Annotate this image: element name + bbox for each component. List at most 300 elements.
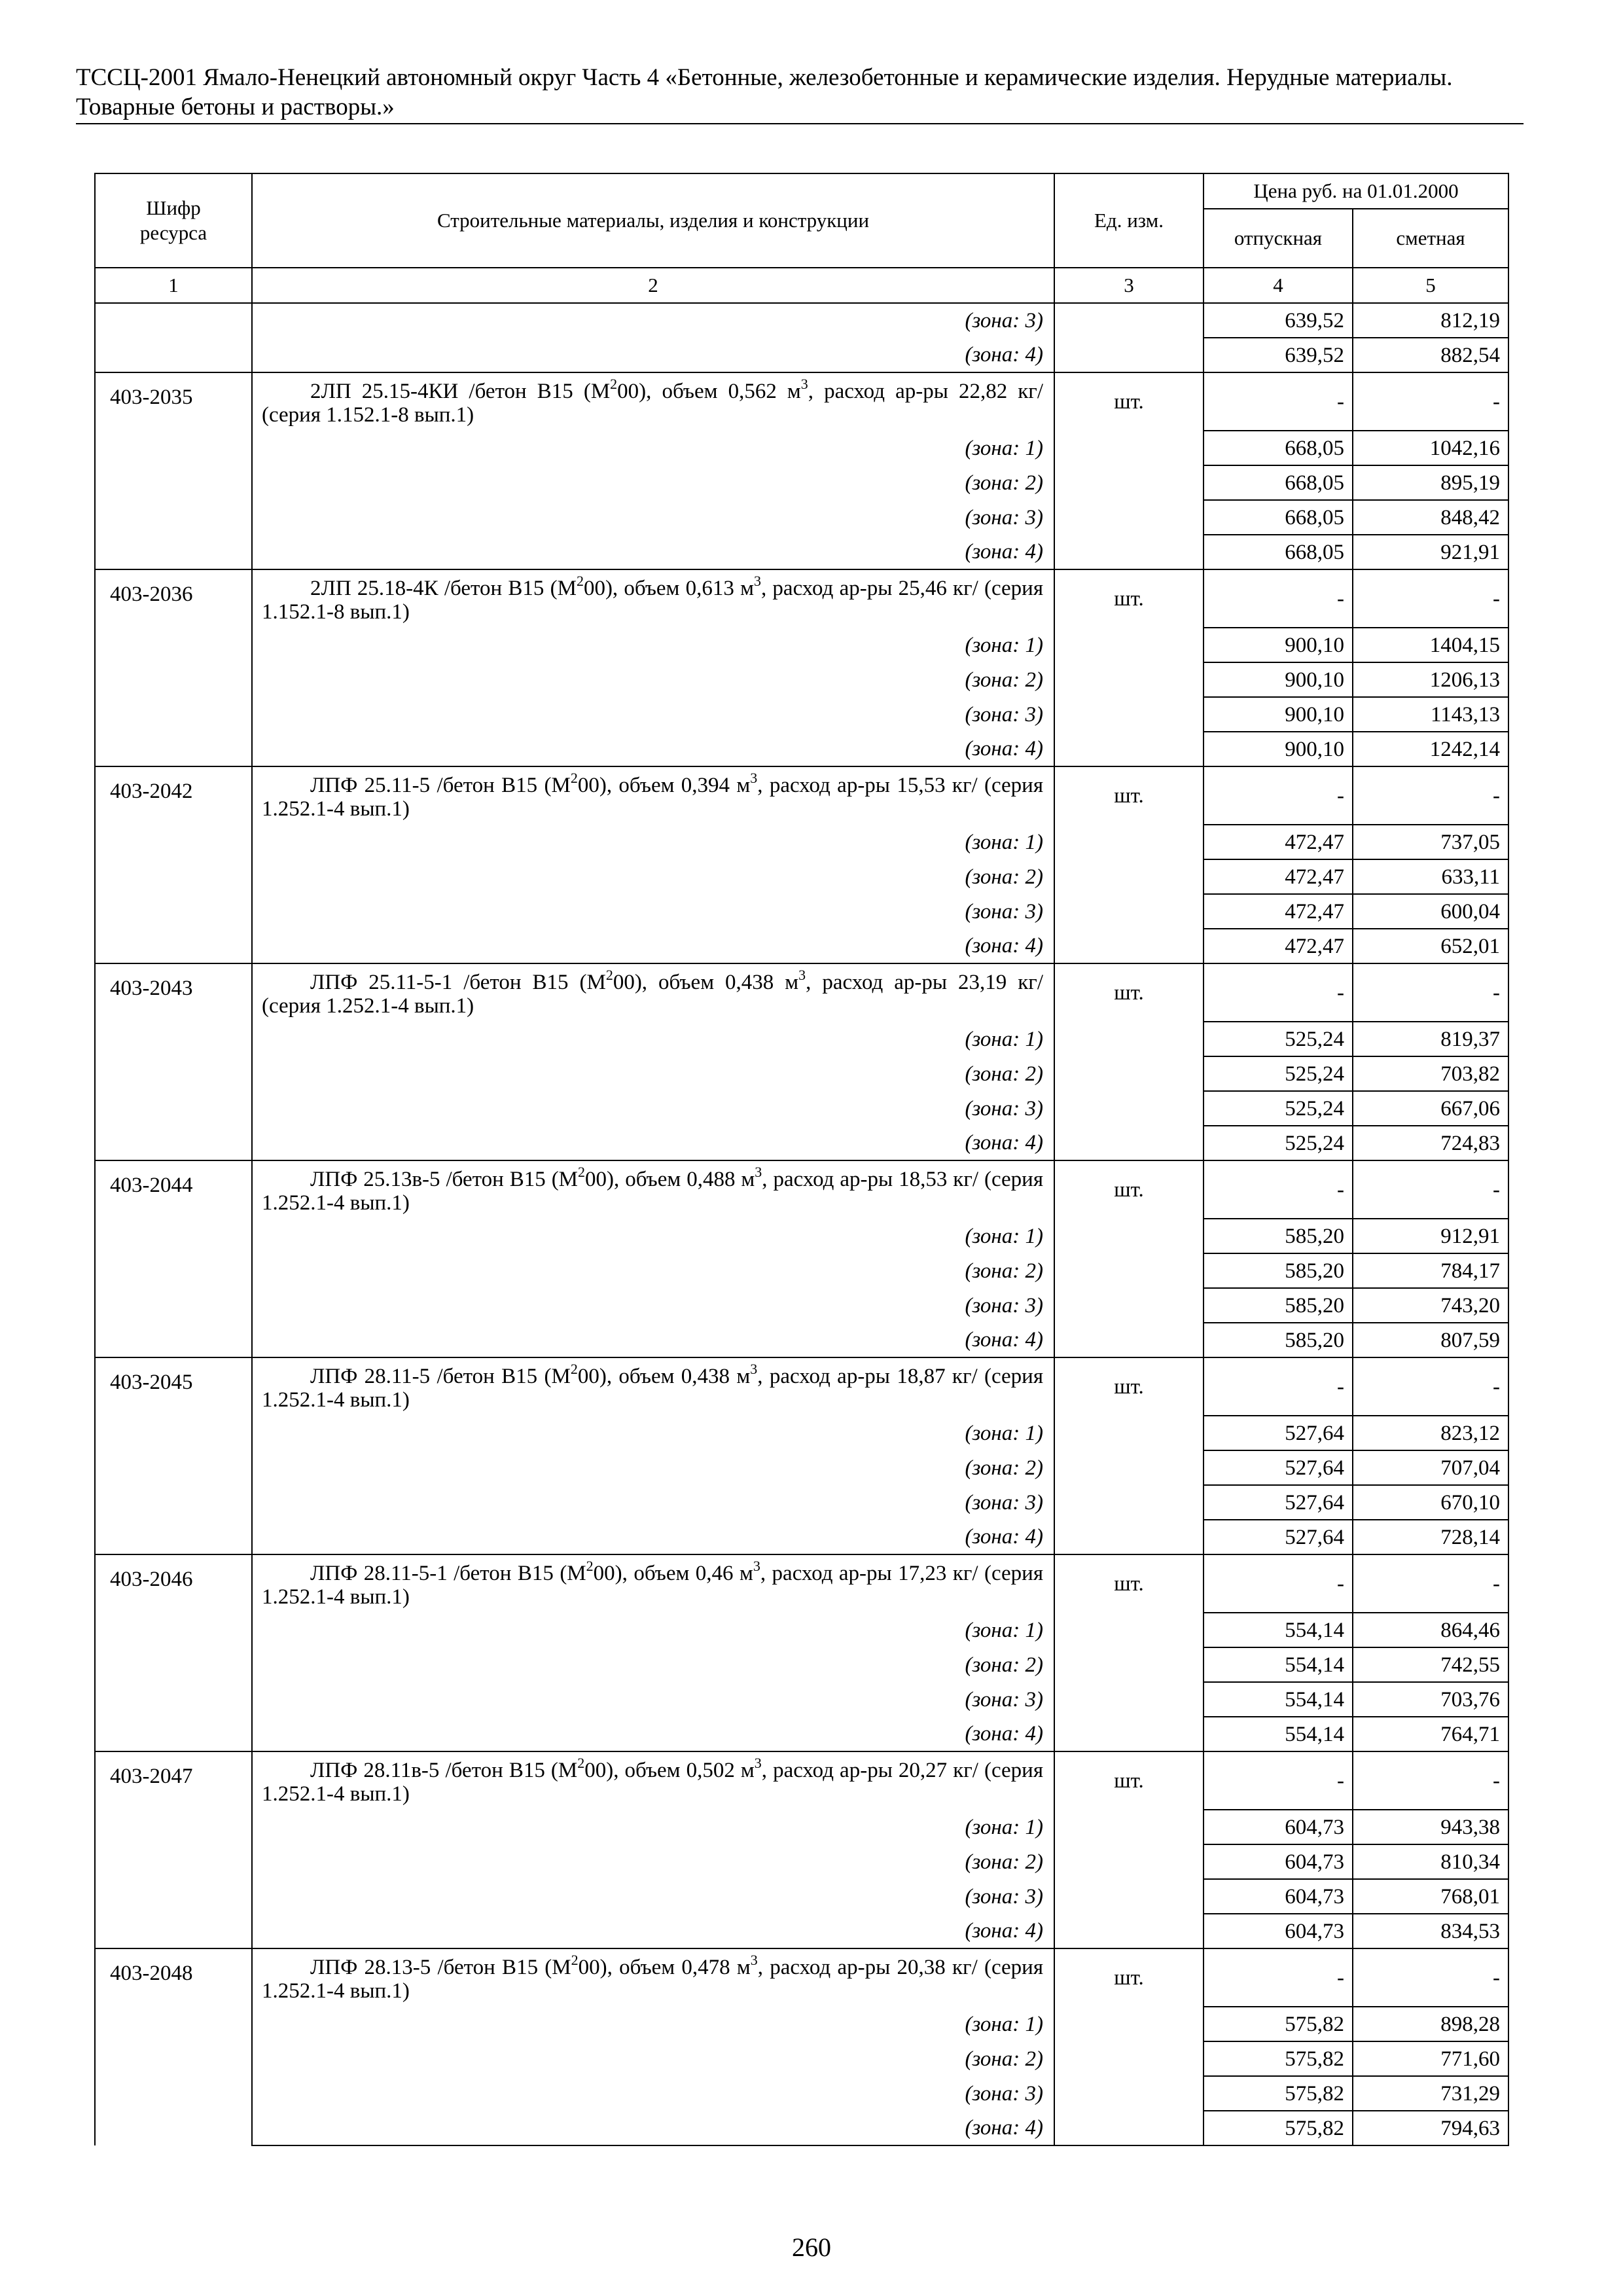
zone-label: (зона: 4) xyxy=(252,1914,1054,1948)
release-price: - xyxy=(1204,372,1353,431)
zone-row xyxy=(95,1253,1508,1288)
zone-row xyxy=(95,1219,1508,1253)
zone-label: (зона: 1) xyxy=(252,825,1054,859)
unit-cell xyxy=(1054,465,1204,500)
estimate-price: 743,20 xyxy=(1353,1288,1508,1323)
estimate-price: 943,38 xyxy=(1353,1810,1508,1844)
unit-cell xyxy=(1054,1416,1204,1450)
zone-row xyxy=(95,2111,1508,2145)
release-price: 604,73 xyxy=(1204,1844,1353,1879)
release-price: 525,24 xyxy=(1204,1056,1353,1091)
estimate-price: 864,46 xyxy=(1353,1613,1508,1647)
description-text: , расход ар-ры 17,23 кг/ (серия 1.252.1-4 вып.1) xyxy=(262,1562,1044,1609)
zone-row xyxy=(95,697,1508,732)
release-price: 554,14 xyxy=(1204,1647,1353,1682)
volume-superscript: 3 xyxy=(750,770,758,786)
unit-cell xyxy=(1054,1914,1204,1948)
estimate-price: 1404,15 xyxy=(1353,628,1508,662)
release-price: 900,10 xyxy=(1204,662,1353,697)
table-row xyxy=(95,1948,1508,2007)
estimate-price: - xyxy=(1353,1751,1508,1810)
zone-row xyxy=(95,431,1508,465)
unit-of-measure: шт. xyxy=(1054,1554,1204,1613)
zone-row xyxy=(95,1450,1508,1485)
zone-label: (зона: 4) xyxy=(252,338,1054,372)
estimate-price: 731,29 xyxy=(1353,2076,1508,2111)
release-price: 527,64 xyxy=(1204,1416,1353,1450)
resource-code: 403-2042 xyxy=(95,766,252,963)
header-line-1: ТССЦ-2001 Ямало-Ненецкий автономный округ Часть 4 «Бетонные, железобетонные и керамические изделия. Нерудные материалы. xyxy=(76,64,1453,91)
estimate-price: - xyxy=(1353,1357,1508,1416)
estimate-price: 703,82 xyxy=(1353,1056,1508,1091)
release-price: 639,52 xyxy=(1204,338,1353,372)
grade-superscript: 2 xyxy=(570,1361,578,1377)
unit-cell xyxy=(1054,303,1204,338)
zone-label: (зона: 2) xyxy=(252,1450,1054,1485)
table-row xyxy=(95,1554,1508,1613)
release-price: 554,14 xyxy=(1204,1613,1353,1647)
unit-cell xyxy=(1054,1613,1204,1647)
description-text: 00), объем 0,488 м xyxy=(585,1168,755,1191)
estimate-price: 737,05 xyxy=(1353,825,1508,859)
col-desc-header: Строительные материалы, изделия и конструкции xyxy=(252,173,1054,268)
zone-label: (зона: 2) xyxy=(252,662,1054,697)
estimate-price: 895,19 xyxy=(1353,465,1508,500)
zone-row xyxy=(95,535,1508,569)
description-text: ЛПФ 25.13в-5 /бетон В15 (М xyxy=(310,1168,579,1191)
release-price: 604,73 xyxy=(1204,1810,1353,1844)
grade-superscript: 2 xyxy=(578,1164,586,1180)
zone-label: (зона: 4) xyxy=(252,1717,1054,1751)
release-price: 527,64 xyxy=(1204,1520,1353,1554)
release-price: 472,47 xyxy=(1204,825,1353,859)
unit-cell xyxy=(1054,1219,1204,1253)
material-description xyxy=(252,372,1054,431)
description-text: 00), объем 0,613 м xyxy=(583,577,754,600)
material-description xyxy=(252,1751,1054,1810)
unit-cell xyxy=(1054,431,1204,465)
material-description xyxy=(252,1948,1054,2007)
unit-cell xyxy=(1054,2076,1204,2111)
release-price: 585,20 xyxy=(1204,1288,1353,1323)
material-description xyxy=(252,963,1054,1022)
volume-superscript: 3 xyxy=(800,376,808,392)
estimate-price: - xyxy=(1353,766,1508,825)
unit-cell xyxy=(1054,929,1204,963)
estimate-price: 834,53 xyxy=(1353,1914,1508,1948)
unit-cell xyxy=(1054,1485,1204,1520)
description-text: ЛПФ 25.11-5 /бетон В15 (М xyxy=(310,774,571,797)
release-price: - xyxy=(1204,1357,1353,1416)
release-price: 527,64 xyxy=(1204,1485,1353,1520)
zone-label: (зона: 1) xyxy=(252,1810,1054,1844)
description-text: , расход ар-ры 22,82 кг/ (серия 1.152.1-8 вып.1) xyxy=(262,380,1043,427)
estimate-price: 812,19 xyxy=(1353,303,1508,338)
estimate-price: - xyxy=(1353,963,1508,1022)
estimate-price: 652,01 xyxy=(1353,929,1508,963)
zone-row xyxy=(95,1717,1508,1751)
estimate-price: 707,04 xyxy=(1353,1450,1508,1485)
release-price: 575,82 xyxy=(1204,2076,1353,2111)
description-text: , расход ар-ры 15,53 кг/ (серия 1.252.1-4 вып.1) xyxy=(262,774,1044,821)
zone-row xyxy=(95,1126,1508,1160)
page-number: 260 xyxy=(792,2233,831,2262)
zone-row xyxy=(95,1323,1508,1357)
zone-label: (зона: 1) xyxy=(252,1022,1054,1056)
estimate-price: 771,60 xyxy=(1353,2041,1508,2076)
release-price: 472,47 xyxy=(1204,894,1353,929)
resource-code: 403-2047 xyxy=(95,1751,252,1948)
estimate-price: - xyxy=(1353,569,1508,628)
unit-cell xyxy=(1054,894,1204,929)
material-description xyxy=(252,1160,1054,1219)
unit-of-measure: шт. xyxy=(1054,372,1204,431)
release-price: 472,47 xyxy=(1204,859,1353,894)
estimate-price: 768,01 xyxy=(1353,1879,1508,1914)
unit-of-measure: шт. xyxy=(1054,1160,1204,1219)
release-price: 525,24 xyxy=(1204,1126,1353,1160)
resource-code: 403-2046 xyxy=(95,1554,252,1751)
release-price: 668,05 xyxy=(1204,465,1353,500)
zone-label: (зона: 3) xyxy=(252,1485,1054,1520)
table-row xyxy=(95,372,1508,431)
zone-label: (зона: 4) xyxy=(252,929,1054,963)
unit-cell xyxy=(1054,1647,1204,1682)
zone-label: (зона: 3) xyxy=(252,303,1054,338)
zone-label: (зона: 3) xyxy=(252,894,1054,929)
price-table xyxy=(94,173,1509,2146)
page-header xyxy=(76,63,1524,124)
grade-superscript: 2 xyxy=(576,573,584,589)
estimate-price: 819,37 xyxy=(1353,1022,1508,1056)
release-price: 668,05 xyxy=(1204,431,1353,465)
release-price: 527,64 xyxy=(1204,1450,1353,1485)
zone-label: (зона: 1) xyxy=(252,1416,1054,1450)
unit-cell xyxy=(1054,1450,1204,1485)
estimate-price: 1206,13 xyxy=(1353,662,1508,697)
zone-row xyxy=(95,859,1508,894)
zone-label: (зона: 3) xyxy=(252,1879,1054,1914)
estimate-price: - xyxy=(1353,1160,1508,1219)
release-price: 639,52 xyxy=(1204,303,1353,338)
estimate-price: 882,54 xyxy=(1353,338,1508,372)
description-text: , расход ар-ры 25,46 кг/ (серия 1.152.1-8 вып.1) xyxy=(262,577,1044,624)
estimate-price: - xyxy=(1353,372,1508,431)
volume-superscript: 3 xyxy=(753,1558,760,1574)
zone-row xyxy=(95,2076,1508,2111)
unit-of-measure: шт. xyxy=(1054,963,1204,1022)
unit-of-measure: шт. xyxy=(1054,766,1204,825)
zone-label: (зона: 3) xyxy=(252,697,1054,732)
description-text: 2ЛП 25.15-4КИ /бетон В15 (М xyxy=(310,380,611,403)
estimate-price: 633,11 xyxy=(1353,859,1508,894)
zone-row xyxy=(95,1485,1508,1520)
zone-row xyxy=(95,465,1508,500)
estimate-price: 898,28 xyxy=(1353,2007,1508,2041)
code-cell xyxy=(95,338,252,372)
release-price: 472,47 xyxy=(1204,929,1353,963)
unit-cell xyxy=(1054,662,1204,697)
table-row xyxy=(95,963,1508,1022)
estimate-price: - xyxy=(1353,1948,1508,2007)
col-number: 1 xyxy=(95,268,252,303)
unit-cell xyxy=(1054,2007,1204,2041)
zone-row xyxy=(95,1416,1508,1450)
release-price: - xyxy=(1204,569,1353,628)
table-row xyxy=(95,766,1508,825)
estimate-price: 912,91 xyxy=(1353,1219,1508,1253)
unit-cell xyxy=(1054,697,1204,732)
estimate-price: 921,91 xyxy=(1353,535,1508,569)
release-price: 900,10 xyxy=(1204,697,1353,732)
zone-row xyxy=(95,2007,1508,2041)
zone-label: (зона: 4) xyxy=(252,1323,1054,1357)
table-row xyxy=(95,1357,1508,1416)
zone-row xyxy=(95,1914,1508,1948)
resource-code: 403-2043 xyxy=(95,963,252,1160)
zone-label: (зона: 4) xyxy=(252,535,1054,569)
zone-label: (зона: 4) xyxy=(252,1126,1054,1160)
unit-cell xyxy=(1054,1022,1204,1056)
volume-superscript: 3 xyxy=(798,967,806,983)
release-price: - xyxy=(1204,963,1353,1022)
zone-label: (зона: 2) xyxy=(252,465,1054,500)
description-text: , расход ар-ры 20,27 кг/ (серия 1.252.1-4 вып.1) xyxy=(262,1759,1044,1806)
zone-label: (зона: 1) xyxy=(252,628,1054,662)
table-row xyxy=(95,1160,1508,1219)
unit-cell xyxy=(1054,535,1204,569)
material-description xyxy=(252,1357,1054,1416)
header-line-2: Товарные бетоны и растворы.» xyxy=(76,94,395,120)
description-text: ЛПФ 28.13-5 /бетон В15 (М xyxy=(310,1956,571,1979)
description-text: 00), объем 0,46 м xyxy=(593,1562,753,1585)
release-price: 604,73 xyxy=(1204,1914,1353,1948)
material-description xyxy=(252,569,1054,628)
estimate-price: 794,63 xyxy=(1353,2111,1508,2145)
zone-label: (зона: 3) xyxy=(252,1682,1054,1717)
release-price: 668,05 xyxy=(1204,535,1353,569)
estimate-price: 848,42 xyxy=(1353,500,1508,535)
release-price: 525,24 xyxy=(1204,1091,1353,1126)
estimate-price: 600,04 xyxy=(1353,894,1508,929)
col-number: 2 xyxy=(252,268,1054,303)
grade-superscript: 2 xyxy=(571,1952,579,1968)
release-price: 900,10 xyxy=(1204,628,1353,662)
zone-row xyxy=(95,303,1508,338)
estimate-price: 784,17 xyxy=(1353,1253,1508,1288)
zone-label: (зона: 1) xyxy=(252,431,1054,465)
estimate-price: 1042,16 xyxy=(1353,431,1508,465)
description-text: , расход ар-ры 18,53 кг/ (серия 1.252.1-4 вып.1) xyxy=(262,1168,1044,1215)
grade-superscript: 2 xyxy=(577,1755,585,1771)
zone-row xyxy=(95,1682,1508,1717)
estimate-price: 667,06 xyxy=(1353,1091,1508,1126)
description-text: 00), объем 0,502 м xyxy=(584,1759,755,1782)
description-text: ЛПФ 28.11в-5 /бетон В15 (М xyxy=(310,1759,578,1782)
volume-superscript: 3 xyxy=(750,1952,758,1968)
unit-of-measure: шт. xyxy=(1054,1948,1204,2007)
grade-superscript: 2 xyxy=(610,376,618,392)
unit-cell xyxy=(1054,1879,1204,1914)
estimate-price: 764,71 xyxy=(1353,1717,1508,1751)
estimate-price: 823,12 xyxy=(1353,1416,1508,1450)
grade-superscript: 2 xyxy=(570,770,578,786)
unit-cell xyxy=(1054,1091,1204,1126)
zone-row xyxy=(95,732,1508,766)
grade-superscript: 2 xyxy=(605,967,613,983)
release-price: 604,73 xyxy=(1204,1879,1353,1914)
release-price: - xyxy=(1204,766,1353,825)
zone-label: (зона: 4) xyxy=(252,2111,1054,2145)
zone-label: (зона: 1) xyxy=(252,1613,1054,1647)
unit-cell xyxy=(1054,732,1204,766)
col-number: 5 xyxy=(1353,268,1508,303)
zone-label: (зона: 2) xyxy=(252,859,1054,894)
resource-code: 403-2045 xyxy=(95,1357,252,1554)
zone-row xyxy=(95,1091,1508,1126)
description-text: ЛПФ 25.11-5-1 /бетон В15 (М xyxy=(310,971,606,994)
unit-cell xyxy=(1054,2111,1204,2145)
zone-label: (зона: 2) xyxy=(252,1056,1054,1091)
zone-label: (зона: 2) xyxy=(252,2041,1054,2076)
estimate-price: 1143,13 xyxy=(1353,697,1508,732)
estimate-price: 742,55 xyxy=(1353,1647,1508,1682)
unit-of-measure: шт. xyxy=(1054,569,1204,628)
col-release-header: отпускная xyxy=(1204,209,1353,268)
estimate-price: 807,59 xyxy=(1353,1323,1508,1357)
col-number: 4 xyxy=(1204,268,1353,303)
col-code-header: Шифр ресурса xyxy=(95,173,252,268)
zone-row xyxy=(95,1056,1508,1091)
unit-cell xyxy=(1054,1253,1204,1288)
description-text: 2ЛП 25.18-4К /бетон В15 (М xyxy=(310,577,577,600)
description-text: 00), объем 0,394 м xyxy=(577,774,751,797)
release-price: - xyxy=(1204,1160,1353,1219)
release-price: 585,20 xyxy=(1204,1323,1353,1357)
col-number: 3 xyxy=(1054,268,1204,303)
description-text: ЛПФ 28.11-5 /бетон В15 (М xyxy=(310,1365,571,1388)
release-price: 575,82 xyxy=(1204,2007,1353,2041)
zone-row xyxy=(95,1288,1508,1323)
unit-cell xyxy=(1054,1288,1204,1323)
volume-superscript: 3 xyxy=(755,1164,762,1180)
description-text: , расход ар-ры 20,38 кг/ (серия 1.252.1-4 вып.1) xyxy=(262,1956,1043,2003)
zone-row xyxy=(95,1844,1508,1879)
unit-cell xyxy=(1054,1810,1204,1844)
zone-label: (зона: 3) xyxy=(252,500,1054,535)
estimate-price: 670,10 xyxy=(1353,1485,1508,1520)
zone-row xyxy=(95,338,1508,372)
unit-cell xyxy=(1054,1520,1204,1554)
zone-row xyxy=(95,1022,1508,1056)
unit-cell xyxy=(1054,1682,1204,1717)
unit-cell xyxy=(1054,628,1204,662)
unit-cell xyxy=(1054,1844,1204,1879)
resource-code: 403-2048 xyxy=(95,1948,252,2145)
zone-label: (зона: 2) xyxy=(252,1844,1054,1879)
zone-row xyxy=(95,500,1508,535)
description-text: 00), объем 0,562 м xyxy=(617,380,801,403)
zone-row xyxy=(95,894,1508,929)
description-text: ЛПФ 28.11-5-1 /бетон В15 (М xyxy=(310,1562,586,1585)
zone-row xyxy=(95,628,1508,662)
unit-cell xyxy=(1054,500,1204,535)
description-text: , расход ар-ры 18,87 кг/ (серия 1.252.1-4 вып.1) xyxy=(262,1365,1044,1412)
estimate-price: 703,76 xyxy=(1353,1682,1508,1717)
estimate-price: 810,34 xyxy=(1353,1844,1508,1879)
col-unit-header: Ед. изм. xyxy=(1054,173,1204,268)
resource-code: 403-2036 xyxy=(95,569,252,766)
zone-label: (зона: 4) xyxy=(252,1520,1054,1554)
unit-cell xyxy=(1054,1056,1204,1091)
release-price: - xyxy=(1204,1948,1353,2007)
unit-cell xyxy=(1054,338,1204,372)
description-text: 00), объем 0,438 м xyxy=(577,1365,751,1388)
zone-label: (зона: 3) xyxy=(252,2076,1054,2111)
col-estimate-header: сметная xyxy=(1353,209,1508,268)
estimate-price: 724,83 xyxy=(1353,1126,1508,1160)
volume-superscript: 3 xyxy=(754,1755,762,1771)
description-text: 00), объем 0,478 м xyxy=(578,1956,751,1979)
zone-row xyxy=(95,1520,1508,1554)
table-row xyxy=(95,1751,1508,1810)
release-price: 668,05 xyxy=(1204,500,1353,535)
zone-row xyxy=(95,2041,1508,2076)
zone-row xyxy=(95,929,1508,963)
zone-row xyxy=(95,1613,1508,1647)
zone-label: (зона: 3) xyxy=(252,1091,1054,1126)
unit-of-measure: шт. xyxy=(1054,1357,1204,1416)
release-price: 575,82 xyxy=(1204,2041,1353,2076)
description-text: , расход ар-ры 23,19 кг/ (серия 1.252.1-4 вып.1) xyxy=(262,971,1043,1018)
col-price-header: Цена руб. на 01.01.2000 xyxy=(1204,173,1508,209)
zone-label: (зона: 1) xyxy=(252,1219,1054,1253)
zone-label: (зона: 3) xyxy=(252,1288,1054,1323)
estimate-price: 728,14 xyxy=(1353,1520,1508,1554)
unit-cell xyxy=(1054,1717,1204,1751)
zone-label: (зона: 2) xyxy=(252,1647,1054,1682)
zone-row xyxy=(95,825,1508,859)
unit-cell xyxy=(1054,859,1204,894)
code-cell xyxy=(95,303,252,338)
resource-code: 403-2035 xyxy=(95,372,252,569)
zone-label: (зона: 1) xyxy=(252,2007,1054,2041)
material-description xyxy=(252,1554,1054,1613)
estimate-price: 1242,14 xyxy=(1353,732,1508,766)
unit-cell xyxy=(1054,2041,1204,2076)
release-price: 554,14 xyxy=(1204,1682,1353,1717)
zone-label: (зона: 2) xyxy=(252,1253,1054,1288)
release-price: - xyxy=(1204,1751,1353,1810)
grade-superscript: 2 xyxy=(586,1558,594,1574)
zone-label: (зона: 4) xyxy=(252,732,1054,766)
material-description xyxy=(252,766,1054,825)
unit-of-measure: шт. xyxy=(1054,1751,1204,1810)
unit-cell xyxy=(1054,825,1204,859)
zone-row xyxy=(95,1647,1508,1682)
resource-code: 403-2044 xyxy=(95,1160,252,1357)
table-body xyxy=(95,303,1508,2145)
unit-cell xyxy=(1054,1323,1204,1357)
description-text: 00), объем 0,438 м xyxy=(613,971,799,994)
zone-row xyxy=(95,1810,1508,1844)
release-price: - xyxy=(1204,1554,1353,1613)
release-price: 585,20 xyxy=(1204,1253,1353,1288)
zone-row xyxy=(95,662,1508,697)
release-price: 585,20 xyxy=(1204,1219,1353,1253)
unit-cell xyxy=(1054,1126,1204,1160)
volume-superscript: 3 xyxy=(753,573,761,589)
